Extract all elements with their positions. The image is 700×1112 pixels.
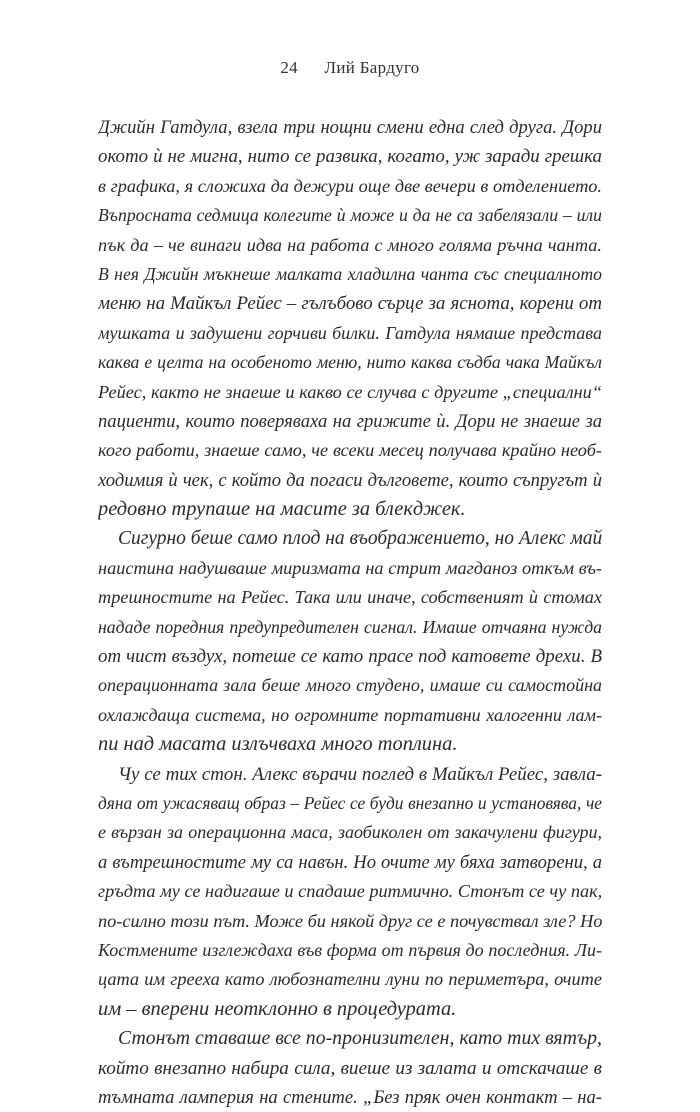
text-line: Стонът ставаше все по-пронизителен, като тих вятър, <box>118 1027 602 1050</box>
text-line: кого работи, знаеше само, че всеки месец получава крайно необ- <box>98 440 602 461</box>
running-head <box>0 58 700 78</box>
text-line: пи над масата излъчваха много топлина. <box>98 733 458 756</box>
text-line: им – вперени неотклонно в процедурата. <box>98 997 457 1020</box>
text-line: Чу се тих стон. Алекс върачи поглед в Майкъл Рейес, завла- <box>118 763 602 785</box>
page-number: 24 <box>280 58 298 77</box>
text-line: Въпросната седмица колегите ѝ може и да не са забелязали – или <box>98 205 602 226</box>
text-line: Рейес, както не знаеше и какво се случва с другите „специални“ <box>98 381 602 402</box>
text-line: Костмените изглеждаха във форма от първия до последния. Ли- <box>98 939 602 960</box>
text-line: от чист въздух, потеше се като прасе под катовете дрехи. В <box>98 646 602 668</box>
text-line: пък да – че винаги идва на работа с много голяма ръчна чанта. <box>98 234 602 255</box>
text-line: е вързан за операционна маса, заобиколен от закачулени фигури, <box>98 822 602 843</box>
text-line: каква е целта на особеното меню, нито каква съдба чака Майкъл <box>98 352 602 373</box>
author-name: Лий Бардуго <box>324 58 420 77</box>
text-line: операционната зала беше много студено, имаше си самостойна <box>98 675 602 696</box>
text-line: меню на Майкъл Рейес – гълъбово сърце за яснота, корени от <box>98 293 602 315</box>
text-line: а вътрешностите му са навън. Но очите му бяха затворени, а <box>98 851 602 873</box>
text-line: трешностите на Рейес. Така или иначе, собственият ѝ стомах <box>98 587 602 608</box>
text-line: по-силно този път. Може би някой друг се е почувствал зле? Но <box>98 910 602 931</box>
text-line: охлаждаща система, но огромните портативни халогенни лам- <box>98 704 602 725</box>
text-line: цата им греeха като любознателни луни по периметъра, очите <box>98 969 602 990</box>
text-line: мушката и задушени горчиви билки. Гатдула нямаше представа <box>98 322 602 343</box>
text-line: гръдта му се надигаше и спадаше ритмично. Стонът се чу пак, <box>98 881 602 902</box>
text-line: който внезапно набира сила, виеше из залата и отскачаше в <box>98 1057 602 1079</box>
text-line: тъмната ламперия на стените. „Без пряк очен контакт – на- <box>98 1086 602 1108</box>
text-line: В нея Джийн мъкнеше малката хладилна чанта със специалното <box>98 263 602 284</box>
text-line: нададе поредния предупредителен сигнал. Имаше отчаяна нужда <box>98 616 602 637</box>
text-line: пациенти, които поверяваха на грижите ѝ. Дори не знаеше за <box>98 410 602 432</box>
text-line: дяна от ужасяващ образ – Рейес се буди внезапно и установява, че <box>98 792 602 813</box>
text-line: Сигурно беше само плод на въображението, но Алекс май <box>118 528 602 550</box>
text-line: редовно трупаше на масите за блекджек. <box>98 498 466 521</box>
body-text <box>98 113 602 1112</box>
text-line: ходимия ѝ чек, с който да погаси дълговете, които съпругът ѝ <box>98 469 602 491</box>
text-line: наистина надушваше миризмата на стрит магданоз откъм въ- <box>98 557 602 578</box>
text-line: окото ѝ не мигна, нито се развика, когато, уж заради грешка <box>98 146 602 168</box>
text-line: Джийн Гатдула, взела три нощни смени една след друга. Дори <box>98 117 602 138</box>
text-line: в графика, я сложиха да дежури още две вечери в отделението. <box>98 175 602 196</box>
